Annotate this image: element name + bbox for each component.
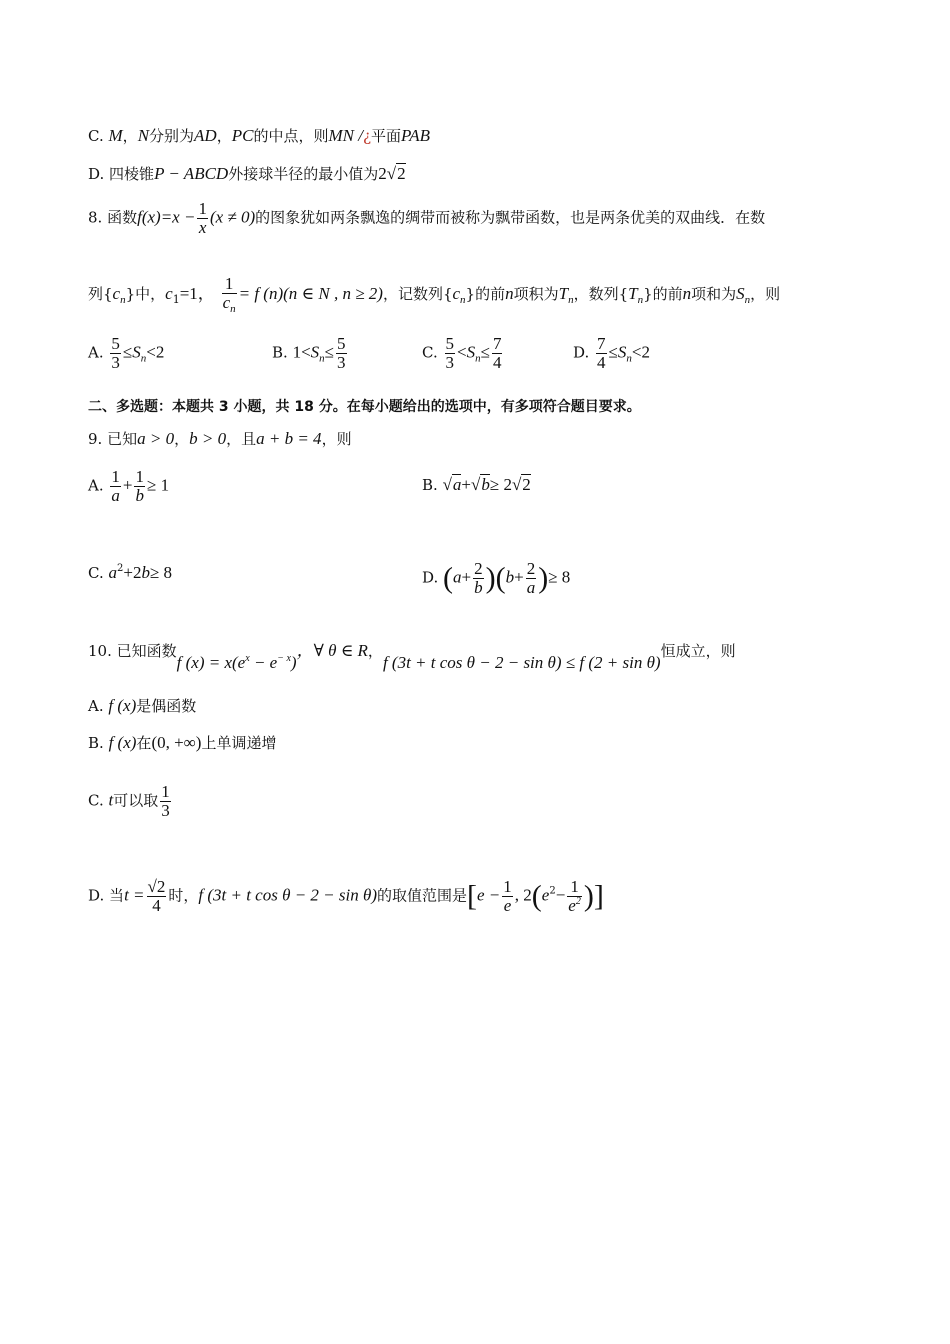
q8-option-b: B. $1<S_n\le$ $\frac{5}{3}$ bbox=[272, 334, 346, 372]
q8-fraction: $\frac{1}{x}$ bbox=[198, 199, 207, 237]
q8-option-a: A. $\frac{5}{3}$ $\le S_n<2$ bbox=[88, 334, 165, 372]
q7-option-d: D. 四棱锥P − ABCD外接球半径的最小值为2√2 bbox=[88, 164, 406, 183]
q9-stem: 9. 已知a > 0，b > 0，且a + b = 4，则 bbox=[88, 429, 352, 448]
q8-option-c: C. $\frac{5}{3}$ $<S_n\le$ $\frac{7}{4}$ bbox=[422, 334, 502, 372]
q8-fraction-cn: $\frac{1}{c_n}$ bbox=[222, 274, 236, 315]
q10-option-d: D. 当t = $\frac{√2}{4}$ 时，f (3t + t cos θ − 2 − sin θ)的取值范围是[e − $\frac{1}{e}$ , $2(e^2-$ $\frac{1}{e^2}$ )] bbox=[88, 877, 604, 915]
q8-option-d: D. $\frac{7}{4}$ $\le S_n<2$ bbox=[573, 334, 650, 372]
q8-stem-line2: 列$\{c_n\}$中，$c_1=1$， $\frac{1}{c_n}$ = f (n)(n ∈ N , n ≥ 2)，记数列$\{c_n\}$的前n项积为$T_n$，数列$\{T_n\}$的前n项和为$S_n$，则 bbox=[88, 274, 781, 315]
q10-option-b: B. f (x)在(0, +∞)上单调递增 bbox=[88, 733, 277, 752]
q9-option-c: C. $a^2+2b\ge 8$ bbox=[88, 563, 173, 582]
q10-stem: 10. 已知函数f $(x) = x(e^x - e^{- x})$，∀ θ ∈ R，f (3t + t cos θ − 2 − sin θ) ≤ f (2 + sin θ)恒成立，则 bbox=[88, 641, 736, 672]
q10-option-c: C. t可以取 $\frac{1}{3}$ bbox=[88, 782, 170, 820]
q9-option-a: A. $\frac{1}{a}$ + $\frac{1}{b}$ ≥ 1 bbox=[88, 467, 170, 505]
q9-option-b: B. √a+√b≥ 2√2 bbox=[422, 475, 531, 494]
q10-option-a: A. f (x)是偶函数 bbox=[88, 696, 197, 715]
q7-option-c: C. M，N分别为AD，PC的中点，则MN /¿平面PAB bbox=[88, 126, 430, 145]
q9-option-d: D. (a+ $\frac{2}{b}$ )(b+ $\frac{2}{a}$ )≥ 8 bbox=[422, 559, 571, 597]
section-heading-multiple-choice: 二、多选题：本题共 3 小题，共 18 分。在每小题给出的选项中，有多项符合题目要求。 bbox=[88, 399, 641, 415]
q8-stem-line1: 8. 函数f(x)=x − $\frac{1}{x}$ (x ≠ 0)的图象犹如两条飘逸的绸带而被称为飘带函数，也是两条优美的双曲线．在数 bbox=[88, 199, 766, 237]
